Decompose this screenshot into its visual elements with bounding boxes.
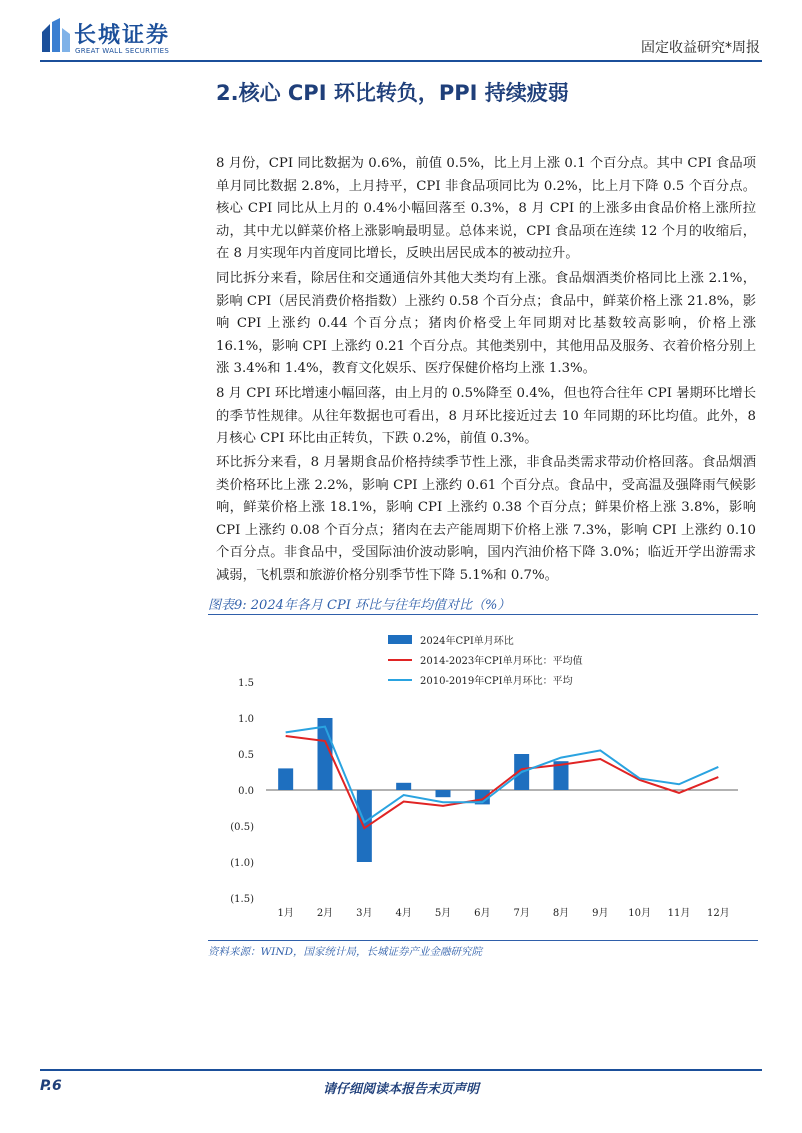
page-number: P.6	[40, 1078, 62, 1094]
footer-divider	[40, 1069, 762, 1071]
legend-label: 2024年CPI单月环比	[420, 636, 514, 647]
chart-legend	[388, 634, 583, 687]
figure-title: 图表9: 2024年各月 CPI 环比与往年均值对比（%）	[208, 598, 511, 613]
y-tick-label: 0.5	[238, 750, 254, 761]
figure-source: 资料来源：WIND，国家统计局，长城证券产业金融研究院	[208, 946, 483, 958]
x-tick-label: 5月	[434, 908, 452, 919]
y-tick-label: (1.5)	[230, 894, 254, 905]
x-tick-label: 4月	[395, 908, 412, 919]
x-tick-label: 2月	[316, 908, 334, 919]
section-title: 2.核心 CPI 环比转负，PPI 持续疲弱	[216, 81, 569, 105]
x-tick-label: 7月	[513, 908, 530, 919]
bar-1月	[278, 768, 293, 790]
x-tick-label: 9月	[592, 908, 609, 919]
cpi-mom-chart	[208, 620, 758, 938]
figure-bottom-rule	[208, 940, 758, 941]
x-tick-label: 8月	[552, 908, 570, 919]
report-category: 固定收益研究*周报	[641, 40, 760, 56]
x-tick-label: 6月	[474, 908, 491, 919]
y-tick-label: 0.0	[238, 786, 254, 797]
header-divider	[40, 60, 762, 62]
x-tick-label: 1月	[277, 908, 294, 919]
logo-english-name: GREAT WALL SECURITIES	[75, 47, 170, 55]
bar-5月	[436, 790, 451, 797]
x-tick-label: 11月	[667, 908, 691, 919]
great-wall-logo-icon	[40, 18, 70, 52]
legend-label: 2010-2019年CPI单月环比：平均	[420, 676, 573, 687]
footer-disclaimer: 请仔细阅读本报告末页声明	[322, 1082, 479, 1097]
series-line-2	[286, 727, 719, 823]
x-tick-label: 10月	[628, 908, 652, 919]
series-line-1	[286, 736, 719, 828]
bar-4月	[396, 783, 411, 790]
paragraph-3: 8 月 CPI 环比增速小幅回落，由上月的 0.5%降至 0.4%，但也符合往年 CPI 暑期环比增长的季节性规律。从往年数据也可看出，8 月环比接近过去 10 年同期的环比均值。此外，8 月核心 CPI 环比由正转负，下跌 0.2%，前值 0.3%。	[216, 386, 756, 447]
paragraph-1: 8 月份，CPI 同比数据为 0.6%，前值 0.5%，比上月上涨 0.1 个百分点。其中 CPI 食品项单月同比数据 2.8%，上月持平，CPI 非食品项同比为 0.2%，比上月下降 0.5 个百分点。核心 CPI 同比从上月的 0.4%小幅回落至 0.3%，8 月 CPI 的上涨多由食品价格上涨所拉动，其中尤以鲜菜价格上涨影响最明显。总体来说，CPI 食品项在连续 12 个月的收缩后，在 8 月实现年内首度同比增长，反映出居民成本的被动拉升。	[216, 156, 756, 262]
y-tick-label: (1.0)	[230, 858, 254, 869]
chart-lines	[286, 727, 719, 829]
y-tick-label: 1.5	[238, 678, 254, 689]
legend-label: 2014-2023年CPI单月环比：平均值	[420, 656, 583, 667]
y-tick-label: (0.5)	[230, 822, 254, 833]
x-tick-label: 3月	[356, 908, 373, 919]
x-tick-label: 12月	[706, 908, 730, 919]
paragraph-2: 同比拆分来看，除居住和交通通信外其他大类均有上涨。食品烟酒类价格同比上涨 2.1%，影响 CPI（居民消费价格指数）上涨约 0.58 个百分点；食品中，鲜菜价格上涨 21.8%，影响 CPI 上涨约 0.44 个百分点；猪肉价格受上年同期对比基数较高影响，价格上涨 16.1%，影响 CPI 上涨约 0.21 个百分点。其他类别中，其他用品及服务、衣着价格分别上涨 3.4%和 1.4%，教育文化娱乐、医疗保健价格均上涨 1.3%。	[216, 271, 756, 377]
y-tick-label: 1.0	[238, 714, 254, 725]
paragraph-4: 环比拆分来看，8 月暑期食品价格持续季节性上涨，非食品类需求带动价格回落。食品烟酒类价格环比上涨 2.2%，影响 CPI 上涨约 0.61 个百分点。食品中，受高温及强降雨气候影响，鲜菜价格上涨 18.1%，影响 CPI 上涨约 0.38 个百分点；鲜果价格上涨 3.8%，影响 CPI 上涨约 0.08 个百分点；猪肉在去产能周期下价格上涨 7.3%，影响 CPI 上涨约 0.10 个百分点。非食品中，受国际油价波动影响，国内汽油价格下降 3.0%；临近开学出游需求减弱，飞机票和旅游价格分别季节性下降 5.1%和 0.7%。	[216, 455, 756, 583]
page-header	[0, 0, 802, 66]
company-logo	[40, 18, 171, 56]
legend-swatch-bar	[388, 635, 412, 644]
logo-chinese-name: 长城证券	[74, 23, 171, 48]
figure-top-rule	[208, 614, 758, 615]
